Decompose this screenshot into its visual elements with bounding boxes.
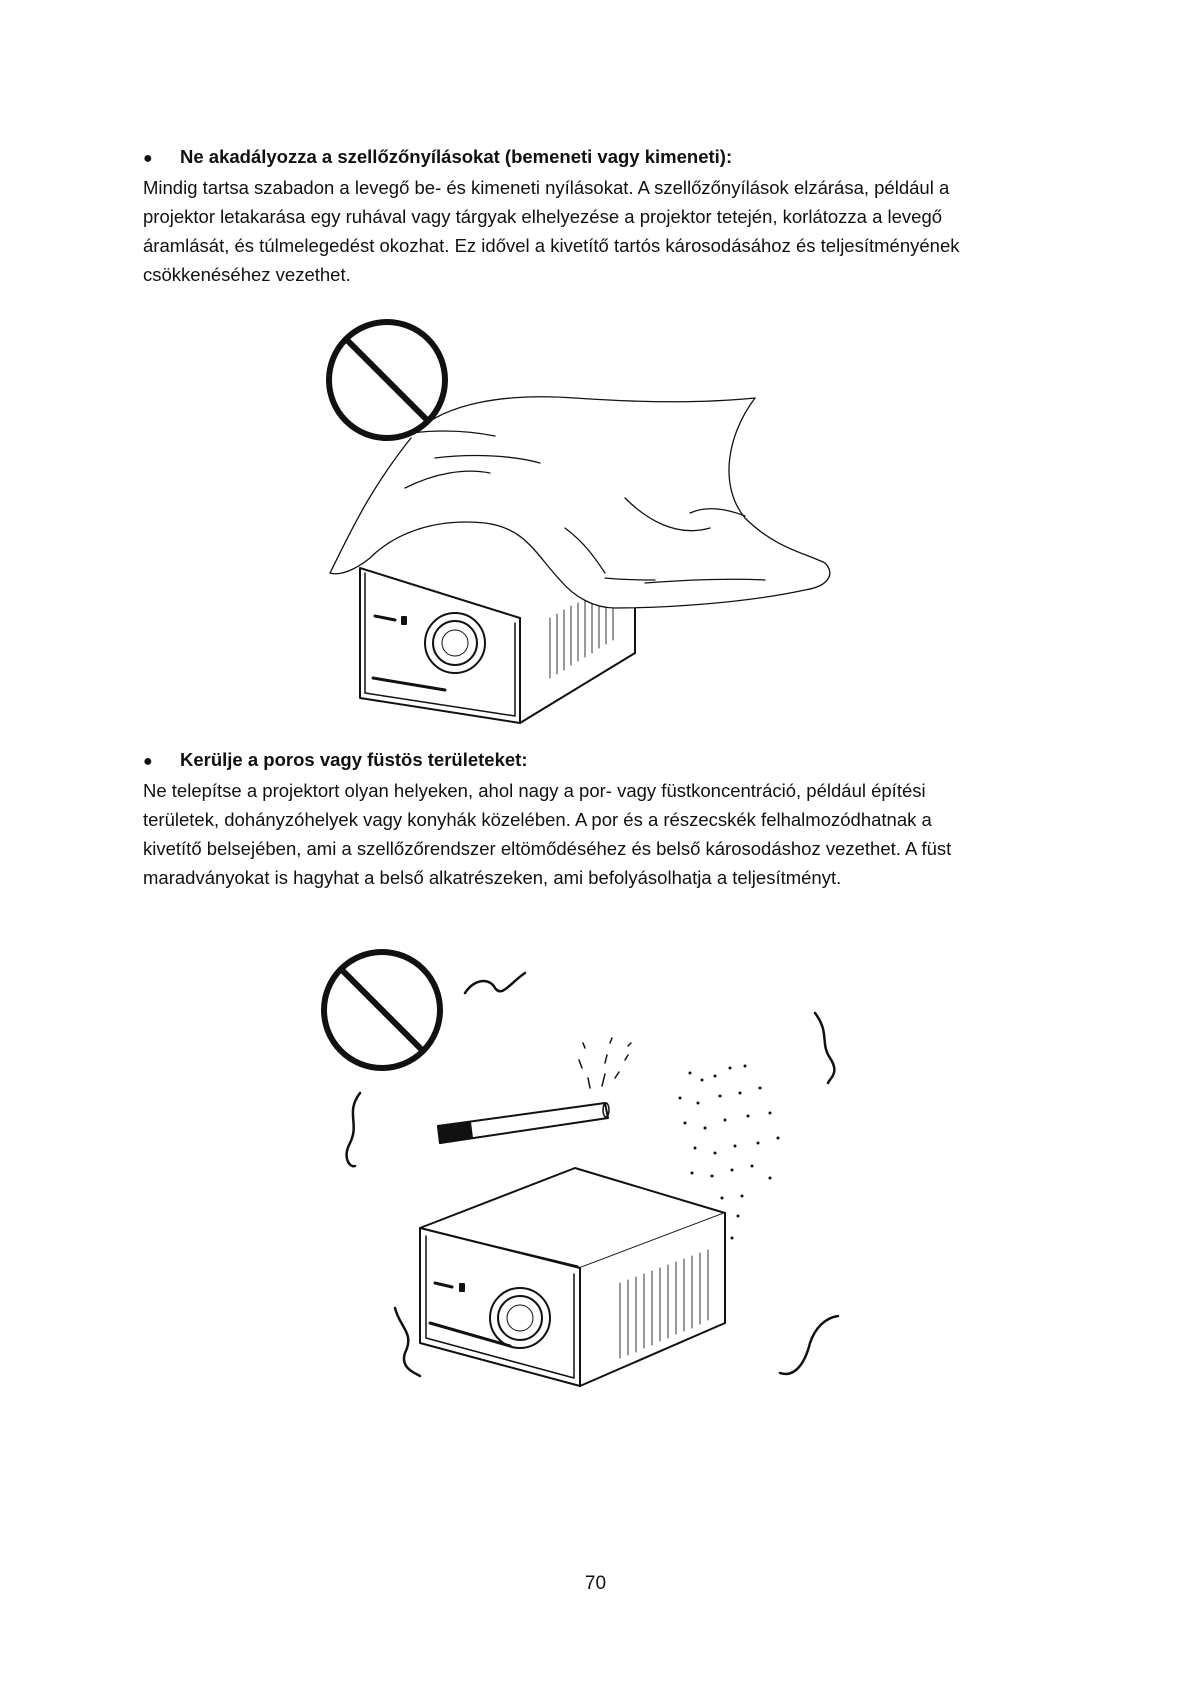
covered-projector-illustration — [325, 318, 890, 725]
section-dust-smoke — [143, 746, 1043, 892]
section-body: Ne telepítse a projektort olyan helyeken, ahol nagy a por- vagy füstkoncentráció, például építési területek, dohányzóhelyek vagy konyhák közelében. A por és a részecskék felhalmozódhatnak a kivetítő belsejében, ami a szellőzőrendszer eltömődéséhez és belső károsodáshoz vezethet. A füst maradványokat is hagyhat a belső alkatrészeken, ami befolyásolhatja a teljesítményt. — [143, 780, 952, 888]
bullet-icon: ● — [143, 753, 153, 770]
section-heading — [143, 143, 1043, 173]
heading-text: Kerülje a poros vagy füstös területeket: — [180, 749, 528, 770]
dust-smoke-illustration — [320, 948, 850, 1403]
section-body: Mindig tartsa szabadon a levegő be- és kimeneti nyílásokat. A szellőzőnyílások elzárása, például a projektor letakarása egy ruhával vagy tárgyak elhelyezése a projektor tetején, korlátozza a levegő áramlását, és túlmelegedést okozhat. Ez idővel a kivetítő tartós károsodásához és teljesítményének csökkenéséhez vezethet. — [143, 177, 960, 285]
prohibition-icon — [329, 322, 445, 438]
page-number: 70 — [584, 1573, 607, 1594]
cigarette-icon — [438, 1038, 631, 1143]
cloth-cover — [330, 397, 830, 608]
bullet-icon: ● — [143, 150, 153, 167]
section-heading — [143, 746, 1043, 776]
projector-icon — [420, 1168, 725, 1386]
heading-text: Ne akadályozza a szellőzőnyílásokat (bemeneti vagy kimeneti): — [180, 146, 733, 167]
section-ventilation — [143, 143, 1043, 289]
prohibition-icon — [324, 952, 440, 1068]
